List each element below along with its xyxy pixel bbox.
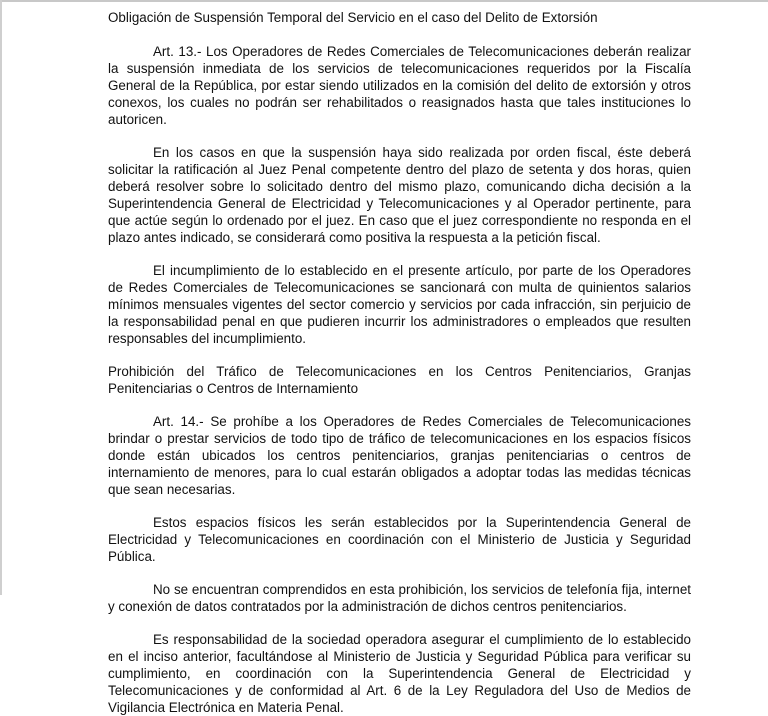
section-heading-extortion: Obligación de Suspensión Temporal del Servicio en el caso del Delito de Extorsión — [108, 10, 598, 25]
section-heading-penitentiary: Prohibición del Tráfico de Telecomunicaciones en los Centros Penitenciarios, Granjas Penitenciarias o Centros de Internamiento — [108, 364, 691, 396]
article-13-paragraph-2: En los casos en que la suspensión haya sido realizada por orden fiscal, éste deberá solicitar la ratificación al Juez Penal competente dentro del plazo de setenta y dos horas, quien deberá resolver sobre lo solicitado dentro del mismo plazo, comunicando dicha decisión a la Superintendencia General de Electricidad y Telecomunicaciones y al Operador pertinente, para que actúe según lo ordenado por el juez. En caso que el juez correspondiente no responda en el plazo antes indicado, se considerará como positiva la respuesta a la petición fiscal. — [108, 145, 691, 245]
article-14-paragraph-3: No se encuentran comprendidos en esta prohibición, los servicios de telefonía fija, internet y conexión de datos contratados por la administración de dichos centros penitenciarios. — [108, 582, 691, 614]
article-13-paragraph-3: El incumplimiento de lo establecido en el presente artículo, por parte de los Operadores de Redes Comerciales de Telecomunicaciones se sancionará con multa de quinientos salarios mínimos mensuales vigentes del sector comercio y servicios por cada infracción, sin perjuicio de la responsabilidad penal en que pudieren incurrir los administradores o empleados que resulten responsables del incumplimiento. — [108, 263, 691, 346]
article-13-paragraph-1: Art. 13.- Los Operadores de Redes Comerciales de Telecomunicaciones deberán realizar la suspensión inmediata de los servicios de telecomunicaciones requeridos por la Fiscalía General de la República, por estar siendo utilizados en la comisión del delito de extorsión y otros conexos, los cuales no podrán ser rehabilitados o reasignados hasta que tales instituciones lo autoricen. — [108, 44, 691, 127]
article-14-paragraph-1: Art. 14.- Se prohíbe a los Operadores de Redes Comerciales de Telecomunicaciones brindar o prestar servicios de todo tipo de tráfico de telecomunicaciones en los espacios físicos donde están ubicados los centros penitenciarios, granjas penitenciarias o centros de internamiento de menores, para lo cual estarán obligados a adoptar todas las medidas técnicas que sean necesarias. — [108, 414, 691, 497]
page-top-border — [0, 0, 768, 2]
article-14-paragraph-4: Es responsabilidad de la sociedad operadora asegurar el cumplimiento de lo establecido en el inciso anterior, facultándose al Ministerio de Justicia y Seguridad Pública para verificar su cumplimiento, en coordinación con la Superintendencia General de Electricidad y Telecomunicaciones y de conformidad al Art. 6 de la Ley Reguladora del Uso de Medios de Vigilancia Electrónica en Materia Penal. — [108, 632, 691, 715]
article-14-paragraph-2: Estos espacios físicos les serán establecidos por la Superintendencia General de Electricidad y Telecomunicaciones en coordinación con el Ministerio de Justicia y Seguridad Pública. — [108, 515, 691, 564]
page-left-border — [0, 0, 2, 595]
document-body — [108, 9, 691, 716]
